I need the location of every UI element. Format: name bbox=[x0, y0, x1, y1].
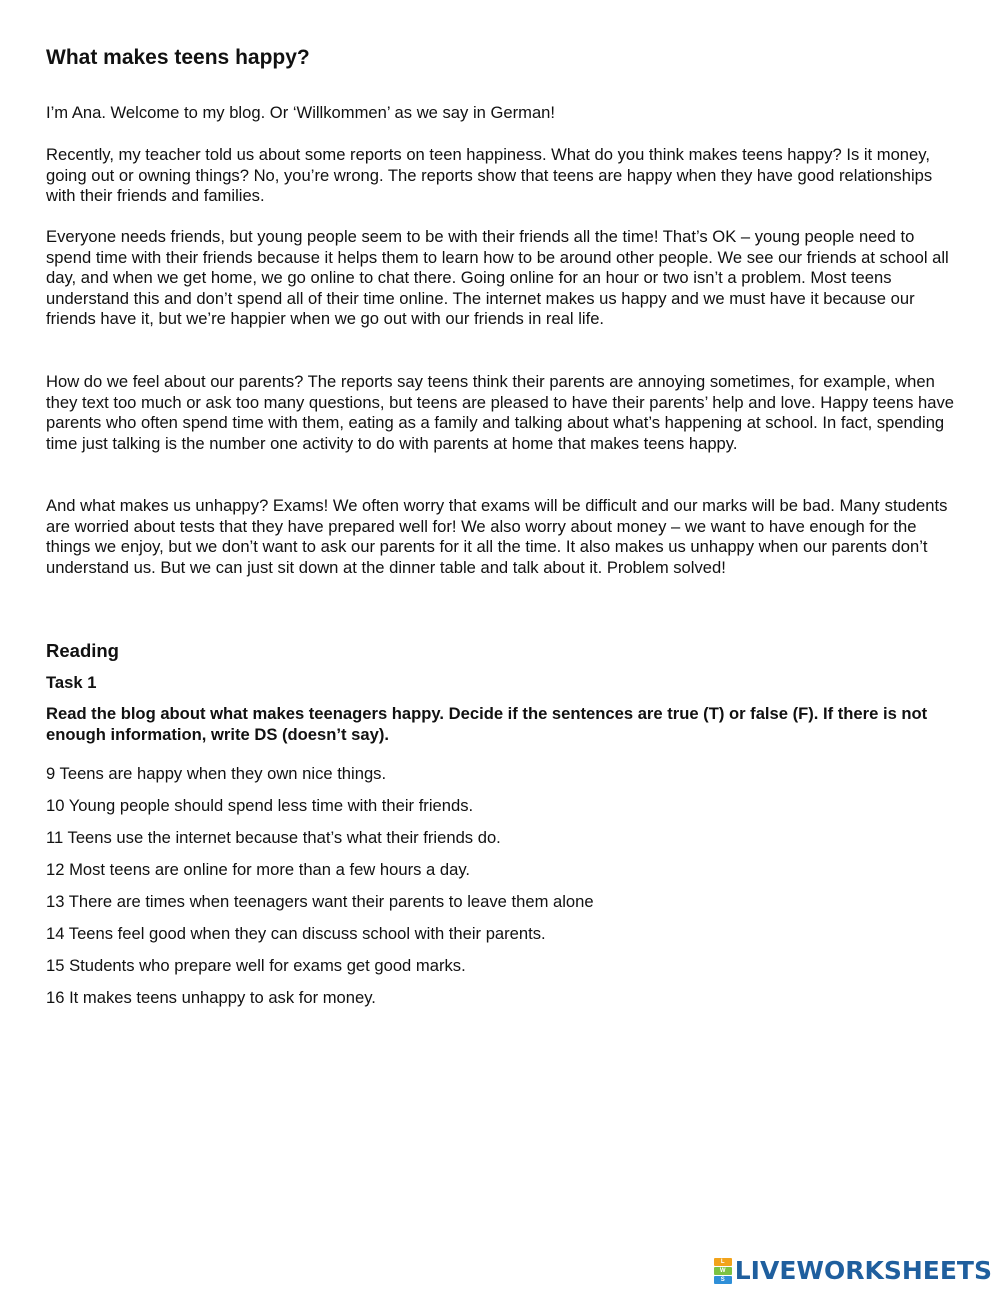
logo-block-mid: W bbox=[714, 1267, 732, 1275]
logo-wordmark: LIVEWORKSHEETS bbox=[734, 1256, 992, 1285]
logo-block-bottom: S bbox=[714, 1276, 732, 1284]
question-item: 11 Teens use the internet because that’s what their friends do. bbox=[46, 828, 501, 847]
liveworksheets-logo bbox=[714, 1256, 992, 1285]
task-instructions: Read the blog about what makes teenagers happy. Decide if the sentences are true (T) or false (F). If there is not enough information, write DS (doesn’t say). bbox=[46, 704, 928, 744]
blog-paragraph-intro: I’m Ana. Welcome to my blog. Or ‘Willkommen’ as we say in German! bbox=[46, 103, 556, 122]
question-item: 12 Most teens are online for more than a few hours a day. bbox=[46, 860, 470, 879]
question-item: 10 Young people should spend less time with their friends. bbox=[46, 796, 474, 815]
blog-paragraph-reports: Recently, my teacher told us about some reports on teen happiness. What do you think makes teens happy? Is it money, going out or owning things? No, you’re wrong. The reports show that teens are happy when they have good relationships with their friends and families. bbox=[46, 145, 933, 206]
blog-paragraph-friends: Everyone needs friends, but young people seem to be with their friends all the time! That’s OK – young people need to spend time with their friends because it helps them to learn how to be around other people. We see our friends at school all day, and when we get home, we go online to chat there. Going online for an hour or two isn’t a problem. Most teens understand this and don’t spend all of their time online. The internet makes us happy and we must have it because our friends have it, but we’re happier when we go out with our friends in real life. bbox=[46, 227, 949, 329]
logo-blocks-icon bbox=[714, 1258, 732, 1284]
question-item: 13 There are times when teenagers want their parents to leave them alone bbox=[46, 892, 594, 911]
blog-paragraph-unhappy: And what makes us unhappy? Exams! We often worry that exams will be difficult and our marks will be bad. Many students are worried about tests that they have prepared well for! We also worry about money – we want to have enough for the things we enjoy, but we don’t want to ask our parents for it all the time. It also makes us unhappy when our parents don’t understand us. But we can just sit down at the dinner table and talk about it. Problem solved! bbox=[46, 496, 948, 577]
question-item: 9 Teens are happy when they own nice things. bbox=[46, 764, 387, 783]
page-title: What makes teens happy? bbox=[46, 46, 310, 69]
task-heading: Task 1 bbox=[46, 673, 97, 692]
question-item: 14 Teens feel good when they can discuss school with their parents. bbox=[46, 924, 546, 943]
blog-paragraph-parents: How do we feel about our parents? The reports say teens think their parents are annoying sometimes, for example, when they text too much or ask too many questions, but teens are pleased to have their parents’ help and love. Happy teens have parents who often spend time with them, eating as a family and talking about what’s happening at school. In fact, spending time just talking is the number one activity to do with parents at home that makes teens happy. bbox=[46, 372, 954, 453]
question-item: 16 It makes teens unhappy to ask for money. bbox=[46, 988, 376, 1007]
question-list bbox=[46, 764, 594, 1020]
reading-heading: Reading bbox=[46, 640, 119, 661]
question-item: 15 Students who prepare well for exams get good marks. bbox=[46, 956, 466, 975]
logo-block-top: L bbox=[714, 1258, 732, 1266]
